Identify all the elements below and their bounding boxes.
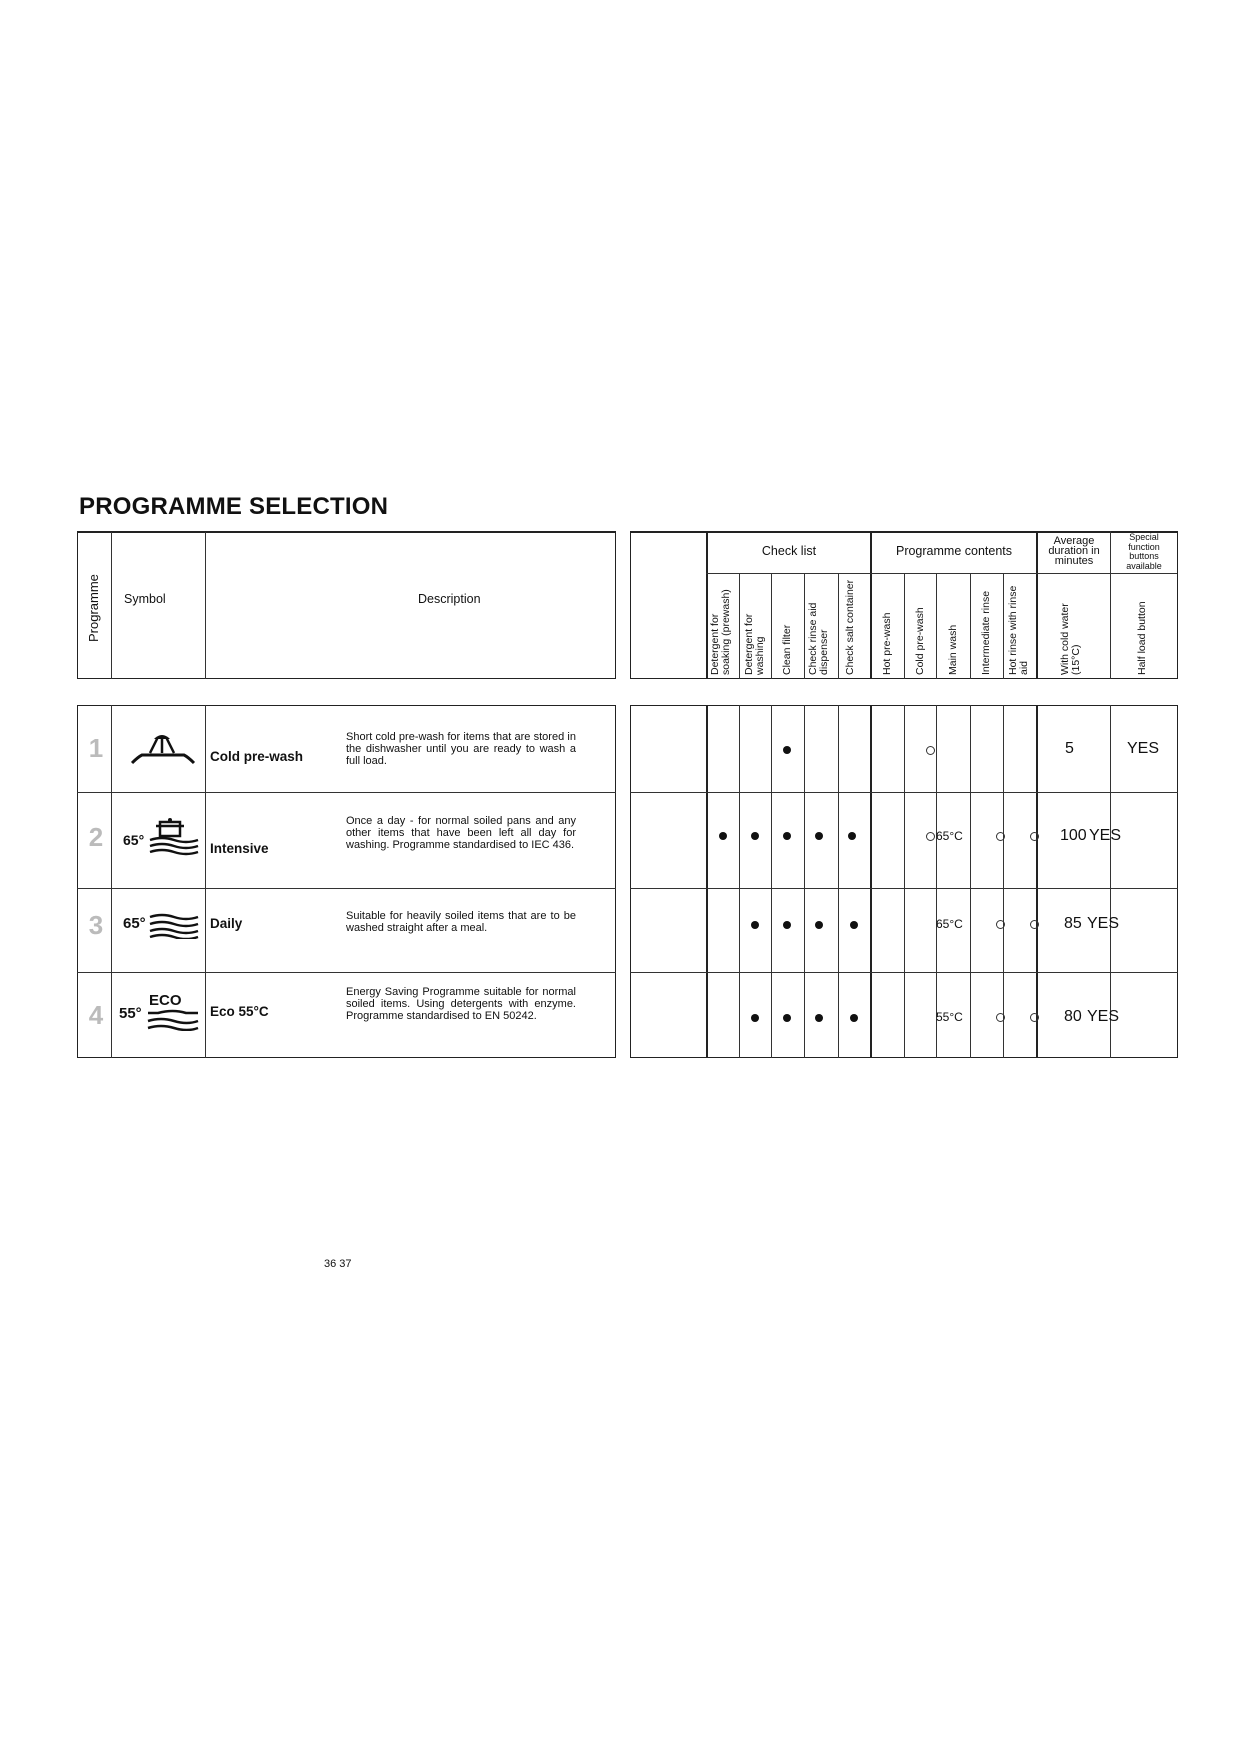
divider [706, 573, 1177, 574]
divider [904, 573, 905, 679]
col-intermediate-rinse: Intermediate rinse [980, 590, 992, 675]
divider [739, 573, 740, 679]
divider [1036, 531, 1038, 679]
main-wash-temperature: 55°C [936, 1010, 963, 1024]
divider [970, 573, 971, 679]
programme-contents-header: Programme contents [895, 544, 1013, 558]
row-divider [630, 888, 1178, 889]
programme-name: Daily [210, 916, 243, 931]
indicator-dot [751, 1014, 759, 1022]
eco-icon [146, 1009, 200, 1031]
indicator-dot [815, 1014, 823, 1022]
col-detergent-soaking: Detergent for soaking (prewash) [709, 589, 732, 675]
divider [838, 705, 839, 1058]
average-duration-header: Average duration in minutes [1048, 535, 1100, 567]
col-hot-prewash: Hot pre-wash [881, 612, 893, 675]
indicator-dot [850, 1014, 858, 1022]
divider [205, 705, 206, 1058]
indicator-circle [926, 832, 935, 841]
indicator-circle [926, 746, 935, 755]
duration-value: 85 [1064, 915, 1082, 932]
row-divider [630, 972, 1178, 973]
half-load-value: YES [1089, 827, 1122, 844]
indicator-dot [783, 1014, 791, 1022]
programme-number: 3 [88, 910, 104, 940]
eco-label: ECO [149, 992, 182, 1009]
indicator-circle [996, 920, 1005, 929]
special-function-header: Special function buttons available [1126, 532, 1162, 571]
programme-number: 4 [88, 1000, 104, 1030]
row-divider [77, 972, 616, 973]
col-clean-filter: Clean filter [781, 624, 793, 675]
page-title: PROGRAMME SELECTION [79, 493, 389, 520]
programme-description: Suitable for heavily soiled items that are to be washed straight after a meal. [346, 910, 576, 934]
col-hot-rinse: Hot rinse with rinse aid [1007, 585, 1030, 675]
half-load-value: YES [1127, 740, 1160, 757]
col-cold-water: With cold water (15°C) [1059, 603, 1082, 675]
divider [1003, 573, 1004, 679]
indicator-circle [1030, 920, 1039, 929]
divider [904, 705, 905, 1058]
col-detergent-washing: Detergent for washing [743, 613, 766, 675]
programme-number: 2 [88, 822, 104, 852]
divider [111, 705, 112, 1058]
divider [771, 705, 772, 1058]
check-list-header: Check list [761, 544, 817, 558]
cold-prewash-icon [128, 731, 198, 769]
divider [111, 532, 112, 679]
programme-name: Eco 55°C [210, 1004, 269, 1019]
divider [706, 705, 708, 1058]
divider [1036, 705, 1038, 1058]
divider [1110, 531, 1111, 679]
symbol-temperature: 65° [123, 832, 145, 848]
indicator-dot [751, 921, 759, 929]
indicator-dot [783, 746, 791, 754]
indicator-circle [1030, 1013, 1039, 1022]
indicator-dot [783, 921, 791, 929]
main-wash-temperature: 65°C [936, 917, 963, 931]
indicator-circle [1030, 832, 1039, 841]
divider [1110, 705, 1111, 1058]
programme-number: 1 [88, 733, 104, 763]
divider [970, 705, 971, 1058]
divider [804, 573, 805, 679]
symbol-temperature: 65° [123, 915, 146, 932]
col-half-load: Half load button [1136, 601, 1148, 675]
half-load-value: YES [1087, 1008, 1120, 1025]
indicator-dot [815, 832, 823, 840]
symbol-temperature: 55° [119, 1005, 142, 1022]
indicator-dot [719, 832, 727, 840]
programme-description: Energy Saving Programme suitable for normal soiled items. Using detergents with enzyme. Programme standardised to EN 50242. [346, 986, 576, 1022]
intensive-pot-icon [148, 818, 200, 856]
indicator-dot [850, 921, 858, 929]
duration-value: 80 [1064, 1008, 1082, 1025]
divider [739, 705, 740, 1058]
indicator-dot [815, 921, 823, 929]
daily-wave-icon [148, 911, 200, 939]
row-divider [77, 888, 616, 889]
divider [838, 573, 839, 679]
indicator-circle [996, 832, 1005, 841]
divider [771, 573, 772, 679]
duration-value: 100 [1060, 827, 1087, 844]
row-divider [630, 792, 1178, 793]
main-wash-temperature: 65°C [936, 829, 963, 843]
half-load-value: YES [1087, 915, 1120, 932]
duration-value: 5 [1065, 740, 1074, 757]
divider [870, 705, 872, 1058]
col-check-salt: Check salt container [844, 579, 856, 675]
col-main-wash: Main wash [947, 624, 959, 675]
divider [936, 705, 937, 1058]
symbol-header: Symbol [124, 592, 166, 606]
col-cold-prewash: Cold pre-wash [914, 607, 926, 675]
programme-description: Once a day - for normal soiled pans and any other items that have been left all day for washing. Programme standardised to IEC 436. [346, 815, 576, 851]
programme-header: Programme [86, 574, 101, 642]
programme-name: Intensive [210, 841, 269, 856]
divider [205, 532, 206, 679]
row-divider [77, 792, 616, 793]
indicator-dot [783, 832, 791, 840]
divider [936, 573, 937, 679]
programme-description: Short cold pre-wash for items that are stored in the dishwasher until you are ready to wash a full load. [346, 731, 576, 767]
col-check-rinse-aid: Check rinse aid dispenser [807, 602, 830, 675]
indicator-circle [996, 1013, 1005, 1022]
indicator-dot [848, 832, 856, 840]
description-header: Description [418, 592, 481, 606]
divider [1003, 705, 1004, 1058]
indicator-dot [751, 832, 759, 840]
page-number: 36 37 [324, 1258, 352, 1270]
programme-name: Cold pre-wash [210, 749, 304, 764]
divider [804, 705, 805, 1058]
